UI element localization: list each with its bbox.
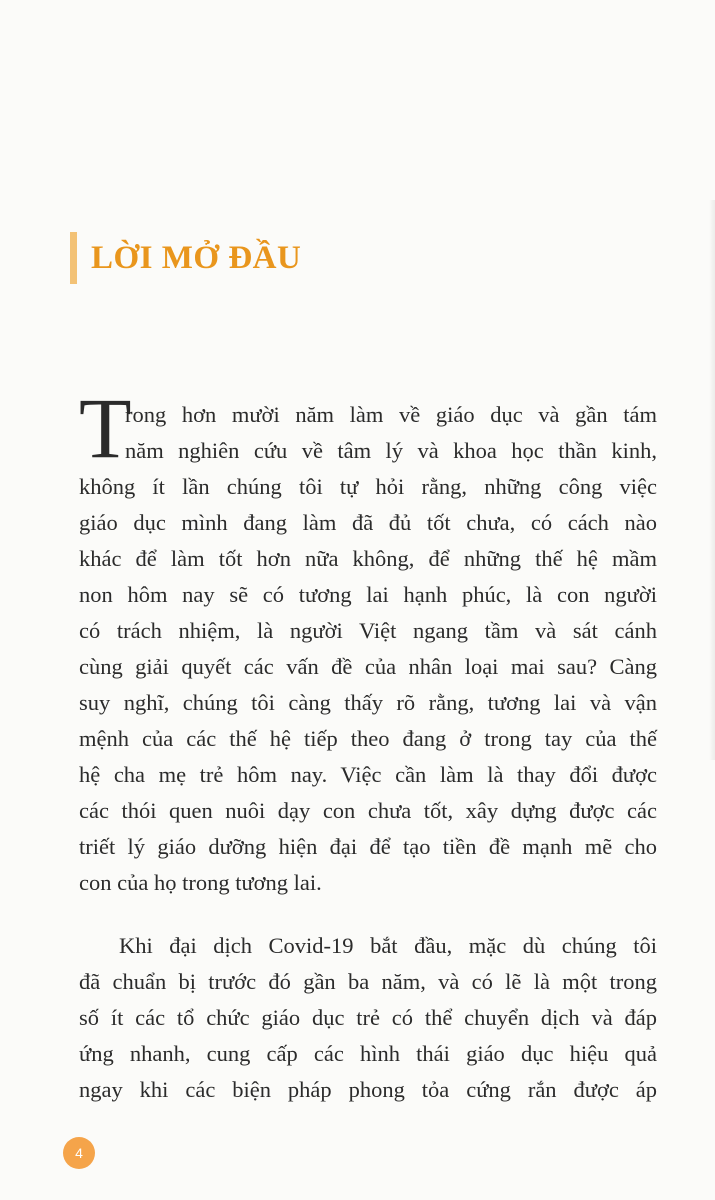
paragraph-1-line: khác để làm tốt hơn nữa không, để những thế hệ mầm bbox=[79, 546, 657, 571]
paragraph-1-line: không ít lần chúng tôi tự hỏi rằng, những công việc bbox=[79, 474, 657, 499]
paragraph-1 bbox=[79, 397, 657, 901]
paragraph-1-line: con của họ trong tương lai. bbox=[79, 870, 322, 895]
paragraph-1-line: rong hơn mười năm làm về giáo dục và gần tám bbox=[125, 402, 657, 427]
paragraph-2-line: số ít các tổ chức giáo dục trẻ có thể chuyển dịch và đáp bbox=[79, 1005, 657, 1030]
paragraph-1-line: các thói quen nuôi dạy con chưa tốt, xây dựng được các bbox=[79, 798, 657, 823]
paragraph-1-line: cùng giải quyết các vấn đề của nhân loại mai sau? Càng bbox=[79, 654, 657, 679]
paragraph-1-line: suy nghĩ, chúng tôi càng thấy rõ rằng, tương lai và vận bbox=[79, 690, 657, 715]
dropcap-letter: T bbox=[79, 380, 132, 476]
chapter-title: LỜI MỞ ĐẦU bbox=[91, 239, 302, 276]
paragraph-1-line: năm nghiên cứu về tâm lý và khoa học thần kinh, bbox=[125, 438, 657, 463]
paragraph-2-line: Khi đại dịch Covid-19 bắt đầu, mặc dù chúng tôi bbox=[119, 933, 657, 958]
paragraph-1-line: hệ cha mẹ trẻ hôm nay. Việc cần làm là thay đổi được bbox=[79, 762, 657, 787]
paragraph-2-line: ngay khi các biện pháp phong tỏa cứng rắn được áp bbox=[79, 1077, 657, 1102]
paragraph-1-line: giáo dục mình đang làm đã đủ tốt chưa, có cách nào bbox=[79, 510, 657, 535]
paragraph-2-line: đã chuẩn bị trước đó gần ba năm, và có lẽ là một trong bbox=[79, 969, 657, 994]
chapter-heading bbox=[70, 232, 301, 284]
page-number: 4 bbox=[75, 1145, 83, 1161]
paragraph-1-line: triết lý giáo dưỡng hiện đại để tạo tiền đề mạnh mẽ cho bbox=[79, 834, 657, 859]
paragraph-2 bbox=[79, 928, 657, 1108]
page-number-badge bbox=[63, 1137, 95, 1169]
paragraph-1-line: non hôm nay sẽ có tương lai hạnh phúc, là con người bbox=[79, 582, 657, 607]
paragraph-1-line: mệnh của các thế hệ tiếp theo đang ở trong tay của thế bbox=[79, 726, 657, 751]
paragraph-2-line: ứng nhanh, cung cấp các hình thái giáo dục hiệu quả bbox=[79, 1041, 657, 1066]
paragraph-1-line: có trách nhiệm, là người Việt ngang tầm và sát cánh bbox=[79, 618, 657, 643]
heading-accent-bar bbox=[70, 232, 77, 284]
page-edge-shadow bbox=[709, 200, 715, 760]
